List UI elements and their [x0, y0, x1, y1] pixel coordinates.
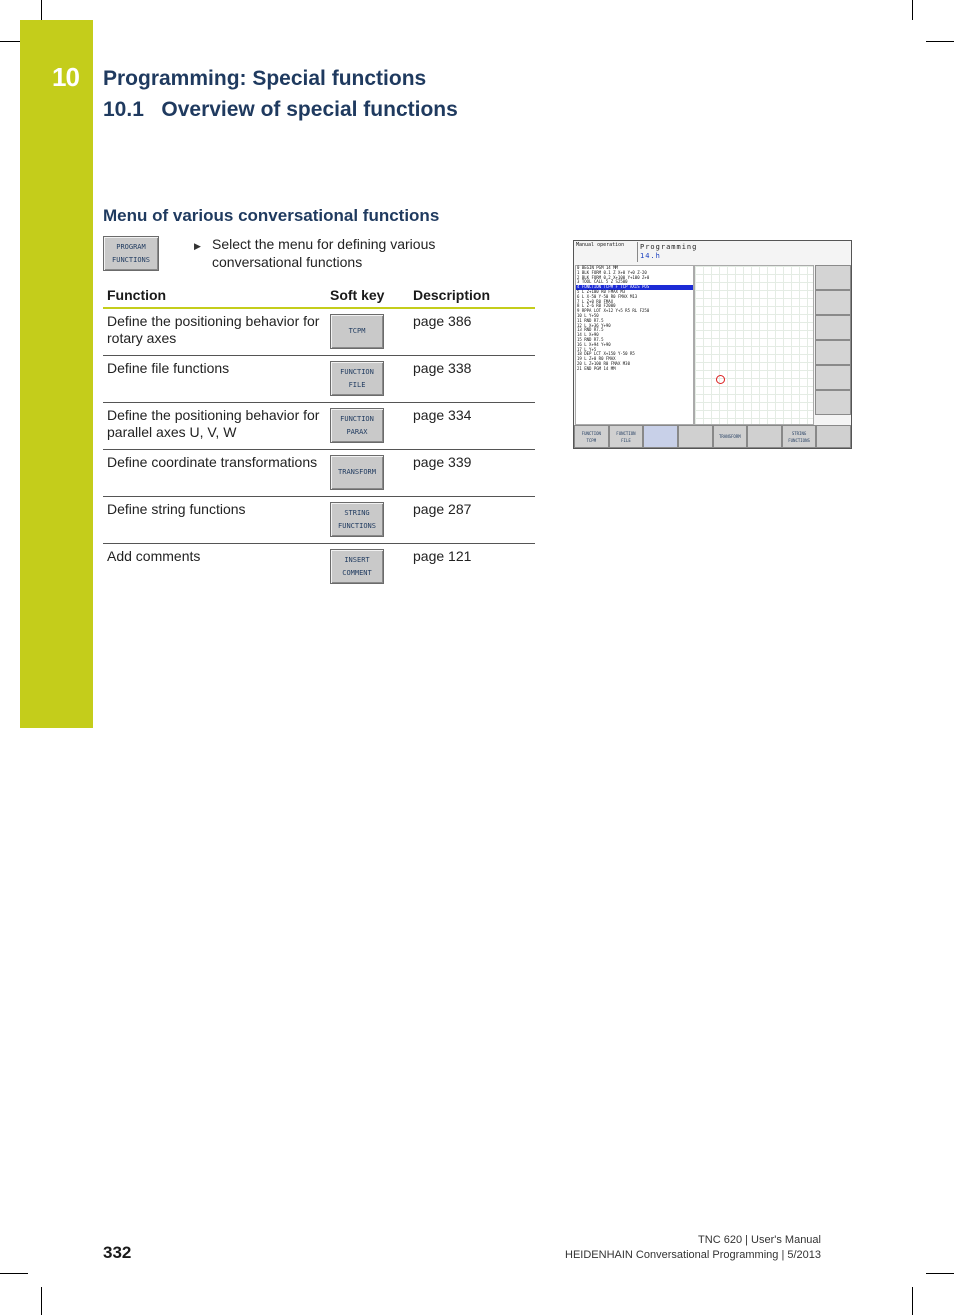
subheading: Menu of various conversational functions [103, 206, 440, 225]
chapter-number: 10 [52, 62, 79, 92]
function-table [103, 283, 535, 590]
softkey-label: PARAX [346, 427, 368, 436]
screen-vertical-softkey[interactable] [815, 315, 851, 340]
screen-program-line: 11 RND R7.5 [577, 317, 604, 323]
screen-program-line: 12 L X+36 Y+90 [577, 322, 611, 328]
screen-program-line: 6 L X-50 Y-50 R0 FMAX M13 [577, 293, 638, 299]
screen-program-line: 5 L Z+100 R0 FMAX M3 [577, 288, 626, 294]
softkey-label: TRANSFORM [718, 434, 741, 439]
function-cell: Define the positioning behavior for rotary axes [103, 308, 326, 356]
screen-vertical-softkey[interactable] [815, 265, 851, 290]
intro-text: Select the menu for defining various conversational functions [212, 236, 436, 270]
screen-program-line: 18 DEP LCT X+150 Y-50 R5 [577, 351, 635, 357]
crop-mark [0, 1273, 28, 1274]
table-header-row [103, 283, 535, 308]
screen-file-name: 14.h [640, 252, 661, 260]
chapter-title: Programming: Special functions [103, 67, 427, 90]
softkey-label: TCPM [586, 437, 597, 443]
page-number: 332 [103, 1243, 132, 1262]
softkey-label: FUNCTION [581, 430, 601, 436]
chapter-tab [20, 20, 93, 728]
description-cell: page 287 [409, 497, 535, 544]
screen-program-line: 2 BLK FORM 0.2 X+100 Y+100 Z+0 [577, 274, 650, 280]
table-row [103, 308, 535, 356]
screen-program-line: 16 L X+94 Y+90 [577, 341, 611, 347]
screen-vertical-softkey[interactable] [815, 290, 851, 315]
function-cell: Define string functions [103, 497, 326, 544]
crop-mark [0, 41, 20, 42]
footer-manual-title: TNC 620 | User's Manual [698, 1234, 821, 1246]
softkey-label: TRANSFORM [338, 468, 376, 476]
softkey-label: FUNCTIONS [112, 255, 150, 264]
screen-bottom-softkey[interactable] [747, 425, 782, 448]
softkey-label: STRING [344, 508, 370, 517]
column-header: Description [409, 283, 535, 308]
screen-program-line: 17 L Y+5 [577, 346, 597, 352]
description-cell: page 338 [409, 356, 535, 403]
triangle-bullet-icon: ▶ [194, 241, 201, 251]
program-functions-softkey[interactable] [103, 236, 159, 271]
softkey-label: FUNCTION [616, 430, 636, 436]
insert-comment-softkey[interactable] [330, 549, 384, 584]
screen-program-line: 7 L Z+0 R0 FMAX [577, 298, 614, 304]
table-row [103, 544, 535, 591]
screen-bottom-softkey[interactable] [574, 425, 609, 448]
description-cell: page 339 [409, 450, 535, 497]
screen-bottom-softkey[interactable] [816, 425, 851, 448]
screen-program-line: 8 L Z-6 R0 F2000 [577, 303, 616, 309]
description-cell: page 334 [409, 403, 535, 450]
column-header: Function [103, 283, 326, 308]
description-cell: page 121 [413, 548, 472, 564]
screen-vertical-softkey[interactable] [815, 365, 851, 390]
softkey-label: TCPM [348, 327, 366, 335]
function-file-softkey[interactable] [330, 361, 384, 396]
screen-graphics-window [694, 265, 814, 425]
function-cell: Add comments [107, 548, 201, 564]
screen-program-line: 3 TOOL CALL 5 Z S2500 [577, 279, 628, 285]
screen-program-list [575, 265, 694, 425]
function-cell: Define the positioning behavior for parallel axes U, V, W [103, 403, 326, 450]
function-parax-softkey[interactable] [330, 408, 384, 443]
screen-program-line: 4 FUNCTION TCPM F TCP AXIS POS [576, 285, 693, 290]
footer-publication: HEIDENHAIN Conversational Programming | 5/2013 [565, 1249, 821, 1261]
screen-bottom-softkey[interactable] [609, 425, 644, 448]
screen-program-line: 14 L X+90 [577, 332, 599, 338]
screen-bottom-softkey[interactable] [643, 425, 678, 448]
screen-bottom-softkey[interactable] [713, 425, 748, 448]
datum-marker-icon [716, 375, 725, 384]
crop-mark [912, 1287, 913, 1315]
screen-program-line: 15 RND R7.5 [577, 336, 604, 342]
softkey-label: STRING [791, 430, 807, 436]
function-cell: Define file functions [103, 356, 326, 403]
table-row [103, 497, 535, 544]
table-row [103, 450, 535, 497]
softkey-label: COMMENT [342, 568, 372, 577]
softkey-label: FUNCTIONS [338, 521, 376, 530]
screen-vertical-softkey[interactable] [815, 340, 851, 365]
string-functions-softkey[interactable] [330, 502, 384, 537]
screen-softkey-row [574, 425, 851, 448]
screen-program-line: 10 L Y+50 [577, 312, 599, 318]
softkey-label: FUNCTION [340, 414, 374, 423]
crop-mark [912, 0, 913, 20]
crop-mark [926, 1273, 954, 1274]
description-cell: page 386 [409, 308, 535, 356]
screen-program-line: 13 RND R7.5 [577, 327, 604, 333]
screen-vertical-softkey[interactable] [815, 390, 851, 415]
tcpm-softkey[interactable] [330, 314, 384, 349]
softkey-label: FILE [348, 380, 366, 389]
screen-program-header [637, 242, 850, 262]
screen-program-line: 21 END PGM 14 MM [577, 365, 616, 371]
softkey-label: FUNCTION [340, 367, 374, 376]
crop-mark [41, 0, 42, 20]
table-row [103, 403, 535, 450]
screen-title: Programming [640, 243, 698, 251]
softkey-label: INSERT [344, 555, 370, 564]
softkey-label: FUNCTIONS [788, 437, 810, 443]
softkey-label: FILE [621, 437, 631, 443]
tnc-screen-screenshot [573, 240, 852, 449]
screen-program-line: 20 L Z+100 R0 FMAX M30 [577, 360, 630, 366]
crop-mark [926, 41, 954, 42]
screen-bottom-softkey[interactable] [678, 425, 713, 448]
softkey-label: PROGRAM [116, 242, 146, 251]
function-cell: Define coordinate transformations [103, 450, 326, 497]
transform-softkey[interactable] [330, 455, 384, 490]
screen-program-line: 0 BEGIN PGM 14 MM [577, 265, 618, 270]
screen-bottom-softkey[interactable] [782, 425, 817, 448]
screen-mode-label: Manual operation [576, 242, 625, 248]
column-header: Soft key [326, 283, 409, 308]
table-row [103, 356, 535, 403]
screen-program-line: 9 RPPA LOT X+12 Y+5 R5 RL F250 [577, 308, 650, 314]
screen-program-line: 1 BLK FORM 0.1 Z X+0 Y+0 Z-20 [577, 269, 647, 275]
screen-program-line: 19 L Z+0 R0 FMAX [577, 356, 616, 362]
crop-mark [41, 1287, 42, 1315]
section-title: 10.1 Overview of special functions [103, 98, 458, 121]
